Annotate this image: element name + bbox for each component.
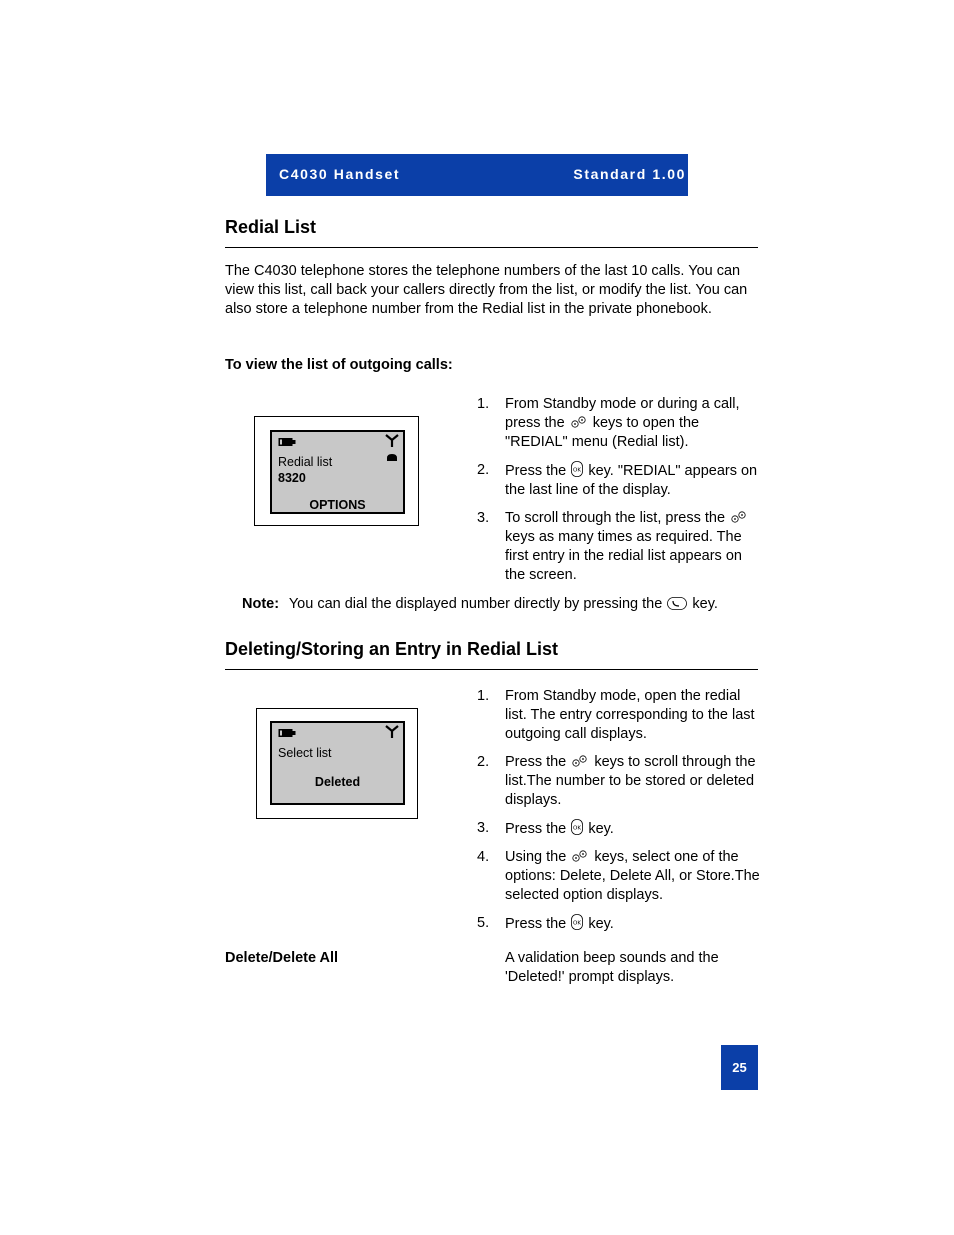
page-number: 25 <box>721 1045 758 1090</box>
step-item: 1. From Standby mode or during a call, press the keys to open the "REDIAL" menu (Redial list). <box>477 396 740 450</box>
lcd-line-1: Select list <box>278 746 332 760</box>
lcd-display <box>270 430 405 514</box>
display-screenshot-redial <box>254 416 419 526</box>
battery-icon <box>278 728 296 738</box>
steps-list-deleting <box>477 687 762 934</box>
step-item: 4. Using the keys, select one of the options: Delete, Delete All, or Store.The selected option displays. <box>477 849 760 903</box>
nav-keys-icon <box>570 416 588 429</box>
svg-text:OK: OK <box>573 825 582 832</box>
section-title-redial-list: Redial List <box>225 217 317 237</box>
ok-key-icon <box>571 461 583 477</box>
running-header <box>266 154 688 196</box>
nav-keys-icon <box>730 511 748 524</box>
step-item: 3. Press the OK key. <box>477 820 614 837</box>
header-version: Standard 1.00 <box>573 166 686 182</box>
battery-icon <box>278 437 296 447</box>
svg-text:OK: OK <box>573 920 582 927</box>
step-item: 5. Press the OK key. <box>477 915 614 932</box>
lcd-bottom-line: Deleted <box>314 775 361 789</box>
intro-paragraph: The C4030 telephone stores the telephone numbers of the last 10 calls. You can view this list, call back your callers directly from the list, or modify the list. You can also store a telephone number from the Redial list in the private phonebook. <box>225 263 748 317</box>
call-key-icon <box>667 597 687 610</box>
procedure-title: To view the list of outgoing calls: <box>225 357 453 373</box>
ok-key-icon <box>571 819 583 835</box>
result-text: A validation beep sounds and the 'Deleted!' prompt displays. <box>505 950 719 985</box>
note-label: Note: <box>242 596 280 612</box>
step-item: 3. To scroll through the list, press the keys as many times as required. The first entry in the redial list appears on the screen. <box>477 509 762 585</box>
step-item: 2. Press the OK key. "REDIAL" appears on the last line of the display. <box>477 462 758 498</box>
header-product: C4030 Handset <box>279 166 401 182</box>
lcd-bottom-line: OPTIONS <box>309 498 366 512</box>
ok-key-icon <box>571 914 583 930</box>
antenna-icon <box>385 434 399 448</box>
lcd-line-1: Redial list <box>278 455 333 469</box>
section-rule <box>225 247 758 248</box>
lcd-line-2: 8320 <box>278 471 306 485</box>
note: Note: You can dial the displayed number directly by pressing the key. <box>242 596 718 612</box>
step-item: 1. From Standby mode, open the redial list. The entry corresponding to the last outgoing call displays. <box>477 688 755 742</box>
section-title-deleting: Deleting/Storing an Entry in Redial List <box>225 639 559 659</box>
section-rule <box>225 669 758 670</box>
lcd-display <box>270 721 405 805</box>
display-screenshot-deleted <box>256 708 418 819</box>
step-item: 2. Press the keys to scroll through the list.The number to be stored or deleted displays. <box>477 754 756 808</box>
result-label: Delete/Delete All <box>225 950 339 966</box>
nav-keys-icon <box>571 755 589 768</box>
nav-keys-icon <box>571 850 589 863</box>
steps-list-redial <box>477 395 762 585</box>
svg-text:OK: OK <box>573 467 582 474</box>
bell-icon <box>386 452 398 462</box>
antenna-icon <box>385 725 399 739</box>
